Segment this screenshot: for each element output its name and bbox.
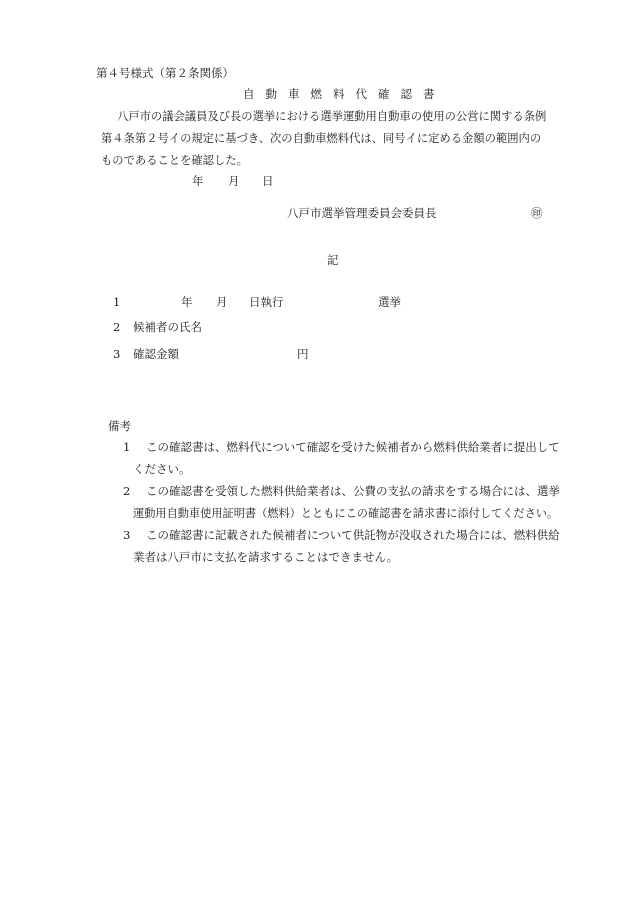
form-label: 第４号様式（第２条関係） xyxy=(96,66,234,80)
document-title: 自動車燃料代確認書 xyxy=(243,87,446,101)
signer-title: 八戸市選挙管理委員会委員長 xyxy=(287,206,437,220)
item-3-label: 確認金額 xyxy=(133,347,179,361)
seal-mark: ㊞ xyxy=(531,206,543,220)
remark-3-line-1: この確認書に記載された候補者について供託物が没収された場合には、燃料供給 xyxy=(146,528,560,542)
date-day: 日 xyxy=(262,174,274,188)
remark-1-number: 1 xyxy=(123,440,131,454)
item-1-day-exec: 日執行 xyxy=(249,295,284,309)
ki-heading: 記 xyxy=(327,253,339,267)
item-2-label: 候補者の氏名 xyxy=(133,320,202,334)
item-1-month: 月 xyxy=(216,295,228,309)
body-line-3: ものであることを確認した。 xyxy=(101,154,248,167)
remark-2-line-1: この確認書を受領した燃料供給業者は、公費の支払の請求をする場合には、選挙 xyxy=(146,484,560,498)
body-line-2: 第４条第２号イの規定に基づき、次の自動車燃料代は、同号イに定める金額の範囲内の xyxy=(101,132,542,145)
item-3-unit: 円 xyxy=(297,347,309,361)
remark-2-number: 2 xyxy=(123,484,131,498)
remark-2-line-2: 運動用自動車使用証明書（燃料）とともにこの確認書を請求書に添付してください。 xyxy=(133,507,559,520)
item-1-election: 選挙 xyxy=(378,295,401,309)
body-line-1: 八戸市の議会議員及び長の選挙における選挙運動用自動車の使用の公営に関する条例 xyxy=(117,110,547,123)
remark-3-line-2: 業者は八戸市に支払を請求することはできません。 xyxy=(133,550,399,564)
item-1-number: 1 xyxy=(113,295,121,309)
date-month: 月 xyxy=(228,174,240,188)
remark-3-number: 3 xyxy=(123,528,131,542)
remark-1-line-1: この確認書は、燃料代について確認を受けた候補者から燃料供給業者に提出して xyxy=(146,440,560,454)
item-3-number: 3 xyxy=(113,347,121,361)
remark-1-line-2: ください。 xyxy=(133,462,191,476)
item-2-number: 2 xyxy=(113,320,121,334)
date-year: 年 xyxy=(192,174,204,188)
item-1-year: 年 xyxy=(181,295,193,309)
remarks-heading: 備考 xyxy=(108,419,131,433)
